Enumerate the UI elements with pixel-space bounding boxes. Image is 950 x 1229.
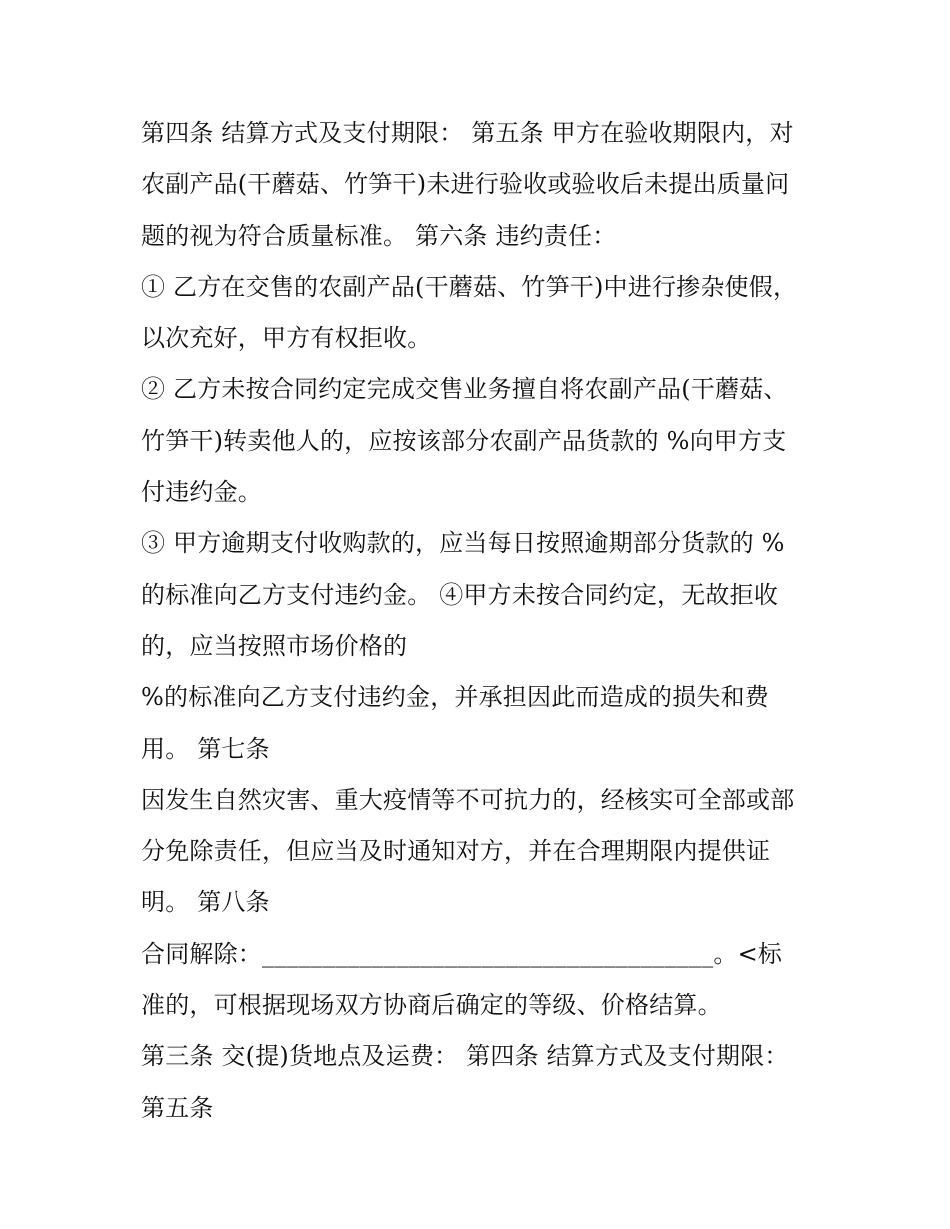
- text-line: %的标准向乙方支付违约金，并承担因此而造成的损失和费: [141, 683, 770, 712]
- contract-body-text: [141, 108, 831, 1134]
- text-line: 竹笋干)转卖他人的，应按该部分农副产品货款的 %向甲方支: [141, 426, 787, 455]
- text-line: 第四条 结算方式及支付期限： 第五条 甲方在验收期限内，对: [141, 119, 794, 147]
- text-line: 分免除责任，但应当及时通知对方，并在合理期限内提供证: [141, 837, 771, 866]
- text-line: 第三条 交(提)货地点及运费： 第四条 结算方式及支付期限：: [141, 1042, 789, 1071]
- text-line: 以次充好，甲方有权拒收。: [141, 324, 432, 353]
- text-line: 农副产品(干蘑菇、竹笋干)未进行验收或验收后未提出质量问: [141, 170, 790, 199]
- text-line: 用。 第七条: [141, 734, 270, 763]
- text-line: ① 乙方在交售的农副产品(干蘑菇、竹笋干)中进行掺杂使假，: [141, 272, 798, 301]
- text-line: 题的视为符合质量标准。 第六条 违约责任：: [141, 221, 617, 250]
- text-line: 明。 第八条: [141, 888, 270, 917]
- text-line: 的标准向乙方支付违约金。 ④甲方未按合同约定，无故拒收: [141, 580, 779, 609]
- text-line: 因发生自然灾害、重大疫情等不可抗力的，经核实可全部或部: [141, 785, 795, 814]
- text-line: 准的，可根据现场双方协商后确定的等级、价格结算。: [141, 991, 722, 1020]
- text-line: 第五条: [141, 1093, 214, 1122]
- text-line: ② 乙方未按合同约定完成交售业务擅自将农副产品(干蘑菇、: [141, 375, 788, 404]
- text-line: ③ 甲方逾期支付收购款的，应当每日按照逾期部分货款的 %: [141, 529, 785, 558]
- text-line: 付违约金。: [141, 478, 262, 507]
- text-line: 的，应当按照市场价格的: [141, 631, 408, 660]
- text-line: 合同解除：_____________________________________。<标: [141, 939, 783, 968]
